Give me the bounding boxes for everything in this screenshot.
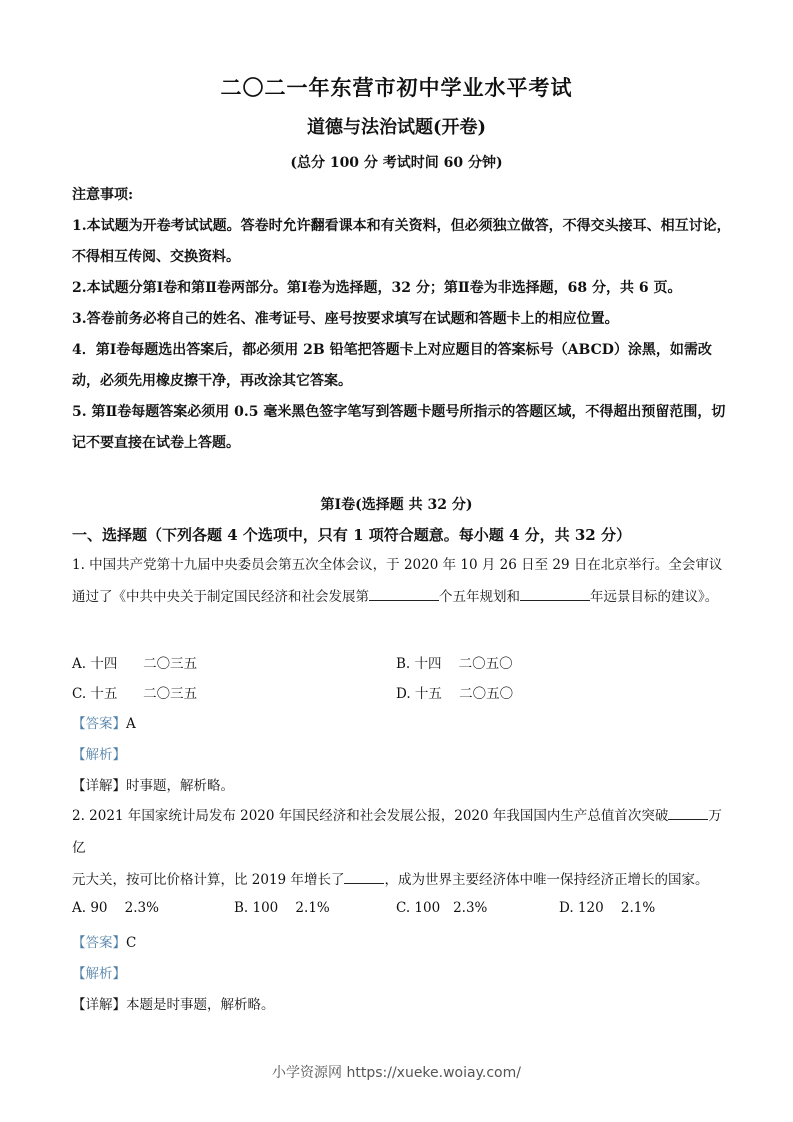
note-item: 3.答卷前务必将自己的姓名、准考证号、座号按要求填写在试题和答题卡上的相应位置。 (72, 311, 619, 327)
option-d: D. 120 2.1% (559, 900, 656, 916)
question-1-answer (72, 712, 136, 732)
question-2-stem (72, 800, 732, 896)
q2-text-b: 万亿 (72, 808, 722, 856)
answer-value: C (126, 935, 137, 951)
q2-text-c: 元大关，按可比价格计算，比 2019 年增长了 (72, 872, 345, 888)
option-c: C. 十五 二〇三五 (72, 686, 198, 702)
answer-blank (344, 869, 384, 884)
analysis-label: 【解析】 (72, 966, 126, 982)
detail-text: 本题是时事题，解析略。 (126, 997, 275, 1013)
question-2-analysis (72, 962, 126, 982)
q2-text-d: ，成为世界主要经济体中唯一保持经济正增长的国家。 (384, 872, 709, 888)
question-1-line1: 1. 中国共产党第十九届中央委员会第五次全体会议，于 2020 年 10 月 26 日至 29 日在北京举行。全会审议 (72, 557, 723, 573)
notes-section (72, 180, 732, 459)
q2-text-a: 2. 2021 年国家统计局发布 2020 年国民经济和社会发展公报，2020 年我国国内生产总值首次突破 (72, 808, 669, 824)
option-a: A. 90 2.3% (72, 900, 159, 916)
answer-value: A (126, 716, 136, 732)
question-2-line1 (72, 800, 732, 864)
question-2-answer (72, 931, 136, 951)
detail-label: 【详解】 (72, 778, 126, 794)
answer-blank (520, 586, 590, 601)
detail-text: 时事题，解析略。 (126, 778, 234, 794)
question-1-stem (72, 549, 732, 613)
notes-heading: 注意事项: (72, 187, 134, 203)
question-2-detail (72, 993, 275, 1013)
analysis-label: 【解析】 (72, 747, 126, 763)
question-2-line2 (72, 864, 732, 896)
option-b: B. 100 2.1% (234, 900, 330, 916)
answer-label: 【答案】 (72, 935, 126, 951)
exam-meta: (总分 100 分 考试时间 60 分钟) (290, 155, 503, 171)
question-1-analysis (72, 743, 126, 763)
note-item: 4．第Ⅰ卷每题选出答案后，都必须用 2B 铅笔把答题卡上对应题目的答案标号（ABCD）涂黑，如需改动，必须先用橡皮擦干净，再改涂其它答案。 (72, 342, 712, 389)
option-b: B. 十四 二〇五〇 (396, 656, 513, 672)
exam-title: 二〇二一年东营市初中学业水平考试 (220, 75, 573, 100)
exam-subtitle: 道德与法治试题(开卷) (306, 117, 487, 138)
detail-label: 【详解】 (72, 997, 126, 1013)
part-title: 一、选择题（下列各题 4 个选项中，只有 1 项符合题意。每小题 4 分，共 32 分） (72, 526, 631, 544)
question-1-line2 (72, 581, 732, 613)
answer-label: 【答案】 (72, 716, 126, 732)
footer-watermark: 小学资源网 https://xueke.woiay.com/ (272, 1065, 521, 1081)
question-1-detail (72, 774, 234, 794)
option-d: D. 十五 二〇五〇 (396, 686, 514, 702)
answer-blank (668, 805, 708, 820)
q1-text-c: 年远景目标的建议》。 (590, 589, 719, 605)
section-title: 第Ⅰ卷(选择题 共 32 分) (320, 497, 473, 513)
q1-text-a: 通过了《中共中央关于制定国民经济和社会发展第 (72, 589, 369, 605)
note-item: 2.本试题分第Ⅰ卷和第Ⅱ卷两部分。第Ⅰ卷为选择题，32 分；第Ⅱ卷为非选择题，68 分，共 6 页。 (72, 280, 682, 296)
note-item: 5. 第Ⅱ卷每题答案必须用 0.5 毫米黑色签字笔写到答题卡题号所指示的答题区域，不得超出预留范围，切记不要直接在试卷上答题。 (72, 404, 726, 451)
option-a: A. 十四 二〇三五 (72, 656, 198, 672)
q1-text-b: 个五年规划和 (439, 589, 520, 605)
note-item: 1.本试题为开卷考试试题。答卷时允许翻看课本和有关资料，但必须独立做答，不得交头接耳、相互讨论，不得相互传阅、交换资料。 (72, 218, 731, 265)
option-c: C. 100 2.3% (396, 900, 488, 916)
answer-blank (369, 586, 439, 601)
